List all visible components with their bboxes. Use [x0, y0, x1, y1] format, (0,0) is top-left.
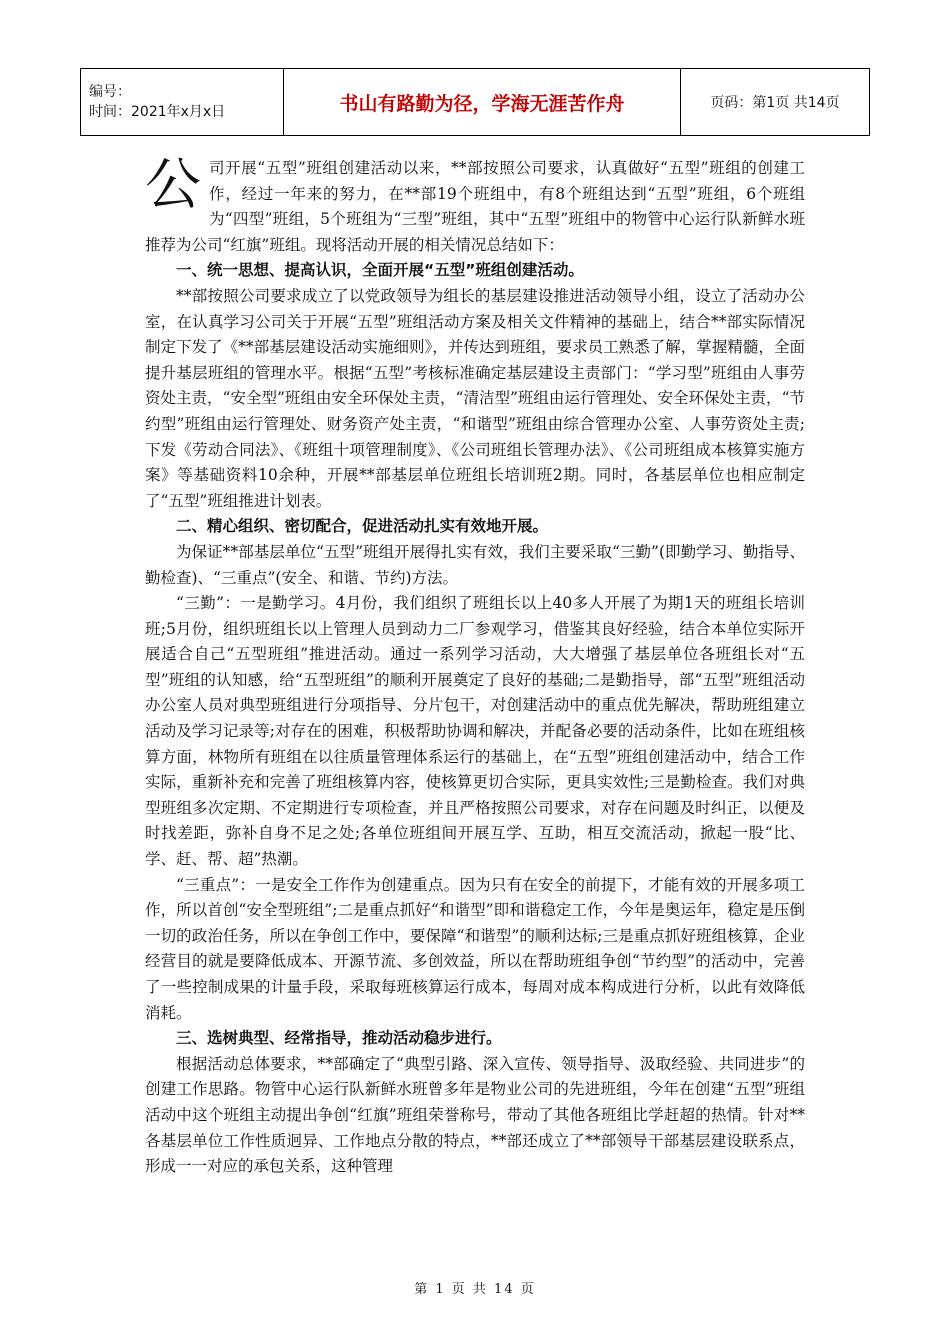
paragraph-5: 根据活动总体要求，**部确定了“典型引路、深入宣传、领导指导、汲取经验、共同进步”的创建工作思路。物管中心运行队新鲜水班曾多年是物业公司的先进班组，今年在创建“五型”班组活动中这个班组主动提出争创“红旗”班组荣誉称号，带动了其他各班组比学赶超的热情。针对**各基层单位工作性质迥异、工作地点分散的特点，**部还成立了**部领导干部基层建设联系点，形成一一对应的承包关系，这种管理	[145, 1054, 805, 1176]
document-header	[80, 68, 870, 136]
document-body	[145, 153, 805, 1180]
paragraph-1: **部按照公司要求成立了以党政领导为组长的基层建设推进活动领导小组，设立了活动办公室，在认真学习公司关于开展“五型”班组活动方案及相关文件精神的基础上，结合**部实际情况制定下发了《**部基层建设活动实施细则》，并传达到班组，要求员工熟悉了解，掌握精髓，全面提升基层班组的管理水平。根据“五型”考核标准确定基层建设主责部门：“学习型”班组由人事劳资处主责，“安全型”班组由安全环保处主责，“清洁型”班组由运行管理处、安全环保处主责，“节约型”班组由运行管理处、财务资产处主责，“和谐型”班组由综合管理办公室、人事劳资处主责;下发《劳动合同法》、《班组十项管理制度》、《公司班组长管理办法》、《公司班组成本核算实施方案》等基础资料10余种，开展**部基层单位班组长培训班2期。同时，各基层单位也相应制定了“五型”班组推进计划表。	[145, 286, 805, 510]
number-label: 编号：	[89, 84, 131, 100]
section-heading-2: 二、精心组织、密切配合，促进活动扎实有效地开展。	[176, 517, 549, 536]
time-label: 时间：2021年x月x日	[89, 104, 226, 120]
paragraph-4: “三重点”：一是安全工作作为创建重点。因为只有在安全的前提下，才能有效的开展多项工作，所以首创“安全型班组”;二是重点抓好“和谐型”即和谐稳定工作，今年是奥运年，稳定是压倒一切的政治任务，所以在争创工作中，要保障“和谐型”的顺利达标;三是重点抓好班组核算，企业经营目的就是要降低成本、开源节流、多创效益，所以在帮助班组争创“节约型”的活动中，完善了一些控制成果的计量手段，采取每班核算运行成本，每周对成本构成进行分析，以此有效降低消耗。	[145, 875, 805, 1022]
section-heading-1: 一、统一思想、提高认识，全面开展“五型”班组创建活动。	[176, 261, 584, 280]
header-meta	[81, 69, 284, 136]
intro-text: 司开展“五型”班组创建活动以来，**部按照公司要求，认真做好“五型”班组的创建工作，经过一年来的努力，在**部19个班组中，有8个班组达到“五型”班组，6个班组为“四型”班组，5个班组为“三型”班组，其中“五型”班组中的物管中心运行队新鲜水班推荐为公司“红旗”班组。现将活动开展的相关情况总结如下：	[145, 159, 805, 254]
section-heading-3: 三、选树典型、经常指导，推动活动稳步进行。	[176, 1029, 502, 1048]
drop-cap: 公	[145, 153, 201, 218]
intro-paragraph	[145, 153, 805, 258]
paragraph-3: “三勤”：一是勤学习。4月份，我们组织了班组长以上40多人开展了为期1天的班组长培训班;5月份，组织班组长以上管理人员到动力二厂参观学习，借鉴其良好经验，结合本单位实际开展适合自己“五型班组”推进活动。通过一系列学习活动，大大增强了基层单位各班组长对“五型”班组的认知感，给“五型班组”的顺利开展奠定了良好的基础;二是勤指导，部“五型”班组活动办公室人员对典型班组进行分项指导、分片包干，对创建活动中的重点优先解决，帮助班组建立活动及学习记录等;对存在的困难，积极帮助协调和解决，并配备必要的活动条件，比如在班组核算方面，林物所有班组在以往质量管理体系运行的基础上，在“五型”班组创建活动中，结合工作实际，重新补充和完善了班组核算内容，使核算更切合实际，更具实效性;三是勤检查。我们对典型班组多次定期、不定期进行专项检查，并且严格按照公司要求，对存在问题及时纠正，以便及时找差距，弥补自身不足之处;各单位班组间开展互学、互助，相互交流活动，掀起一股“比、学、赶、帮、超”热潮。	[145, 594, 805, 869]
paragraph-2: 为保证**部基层单位“五型”班组开展得扎实有效，我们主要采取“三勤”(即勤学习、勤指导、勤检查)、“三重点”(安全、和谐、节约)方法。	[145, 542, 805, 587]
header-motto: 书山有路勤为径，学海无涯苦作舟	[284, 69, 681, 136]
header-page-info: 页码：第1页 共14页	[681, 69, 870, 136]
page-footer: 第 1 页 共 14 页	[414, 1282, 536, 1297]
